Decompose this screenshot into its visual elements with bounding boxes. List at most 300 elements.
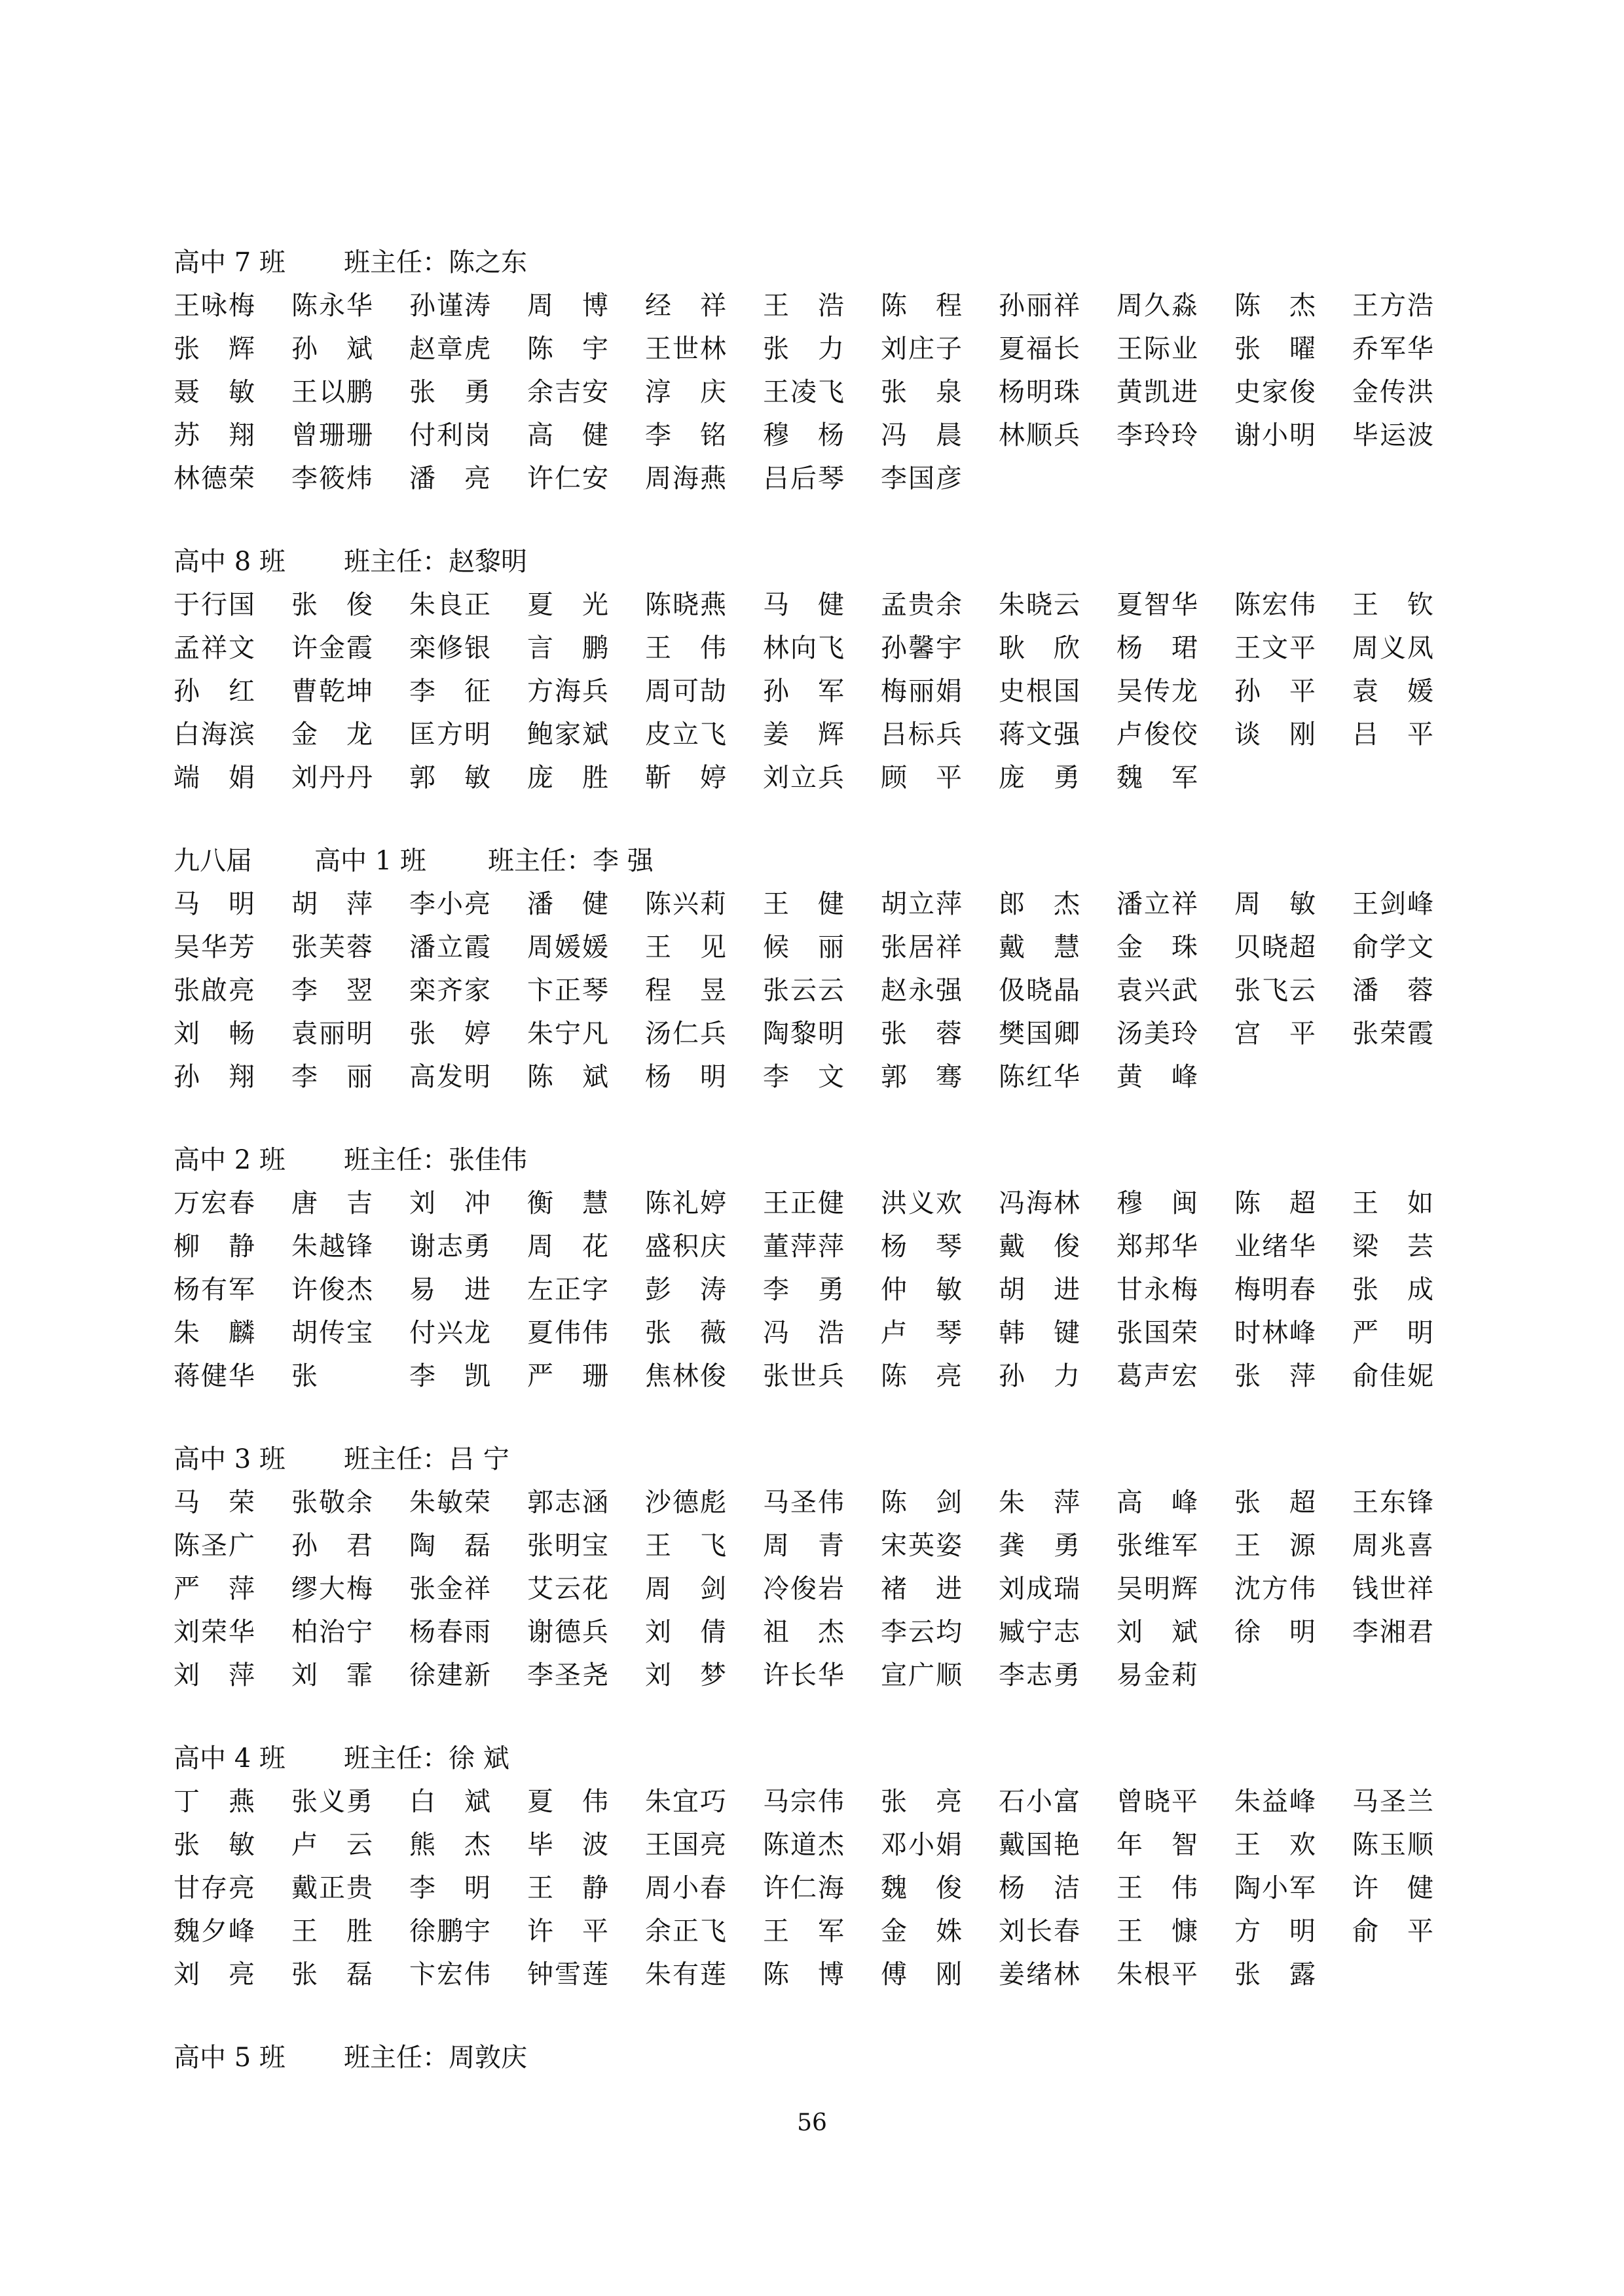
student-name: 褚 进: [881, 1574, 962, 1604]
student-name: 耿 欣: [999, 633, 1080, 663]
student-name: 卢俊佼: [1116, 720, 1198, 750]
class-heading: [174, 241, 1457, 284]
student-name: 张荣霞: [1352, 1019, 1433, 1049]
student-name: 黄 峰: [1116, 1062, 1198, 1092]
student-name-list: [174, 1780, 1457, 1996]
student-name: 王 军: [763, 1916, 844, 1946]
student-name: 俞佳妮: [1352, 1361, 1433, 1391]
student-name: 夏福长: [999, 334, 1080, 364]
student-name: 伋晓晶: [999, 975, 1080, 1006]
student-name: 甘存亮: [174, 1873, 255, 1903]
student-name: 朱宜巧: [645, 1787, 726, 1817]
student-name: 胡 进: [999, 1275, 1080, 1305]
student-name: 穆 杨: [763, 420, 844, 450]
student-name: 臧宁志: [999, 1617, 1080, 1647]
student-name: 李国彦: [881, 464, 962, 494]
student-name: 刘 斌: [1116, 1617, 1198, 1647]
student-name: 李湘君: [1352, 1617, 1433, 1647]
student-name: 刘 冲: [409, 1188, 490, 1218]
student-name: 周兆喜: [1352, 1531, 1433, 1561]
student-name: 周久淼: [1116, 291, 1198, 321]
student-name: 余吉安: [527, 377, 608, 407]
student-name: 王凌飞: [763, 377, 844, 407]
student-name: 熊 杰: [409, 1830, 490, 1860]
student-name: 魏夕峰: [174, 1916, 255, 1946]
student-name: 王文平: [1234, 633, 1316, 663]
student-name: 经 祥: [645, 291, 726, 321]
student-name: 毕运波: [1352, 420, 1433, 450]
heading-part: 高中 4 班: [174, 1743, 286, 1774]
student-name: 王东锋: [1352, 1487, 1433, 1518]
student-name: 端 娟: [174, 763, 255, 793]
class-section: [174, 241, 1457, 500]
student-name: 高发明: [409, 1062, 490, 1092]
student-name: 朱根平: [1116, 1959, 1198, 1990]
student-name: 袁丽明: [291, 1019, 373, 1049]
student-name: 张 力: [763, 334, 844, 364]
student-name: 李 勇: [763, 1275, 844, 1305]
student-name: 朱越锋: [291, 1231, 373, 1262]
student-name: 李玲玲: [1116, 420, 1198, 450]
student-name: 刘成瑞: [999, 1574, 1080, 1604]
student-name: 蒋健华: [174, 1361, 255, 1391]
student-name: 陶小军: [1234, 1873, 1316, 1903]
student-name: 王际业: [1116, 334, 1198, 364]
student-name: 汤仁兵: [645, 1019, 726, 1049]
heading-part: 班主任：徐 斌: [344, 1743, 509, 1774]
student-name: 言 鹏: [527, 633, 608, 663]
student-name: 林向飞: [763, 633, 844, 663]
student-name: 张 婷: [409, 1019, 490, 1049]
student-name: 匡方明: [409, 720, 490, 750]
student-name: 王 浩: [763, 291, 844, 321]
student-name: 张 勇: [409, 377, 490, 407]
student-name: 杨 琴: [881, 1231, 962, 1262]
student-name: 王以鹏: [291, 377, 373, 407]
student-name: 杨 洁: [999, 1873, 1080, 1903]
student-name: 王 慷: [1116, 1916, 1198, 1946]
student-name: 潘 蓉: [1352, 975, 1433, 1006]
student-name: 徐建新: [409, 1660, 490, 1690]
student-name: 陈 程: [881, 291, 962, 321]
student-name: 冯 晨: [881, 420, 962, 450]
student-name: 张 泉: [881, 377, 962, 407]
student-name: 刘长春: [999, 1916, 1080, 1946]
student-name: 冯 浩: [763, 1318, 844, 1348]
student-name: 俞 平: [1352, 1916, 1433, 1946]
class-heading: [174, 1139, 1457, 1182]
heading-part: 九八届: [174, 846, 252, 876]
student-name: 韩 键: [999, 1318, 1080, 1348]
student-name: 靳 婷: [645, 763, 726, 793]
student-name: 金传洪: [1352, 377, 1433, 407]
student-name: 张 超: [1234, 1487, 1316, 1518]
student-name: 马 健: [763, 590, 844, 620]
student-name: 张 萍: [1234, 1361, 1316, 1391]
student-name: 沙德彪: [645, 1487, 726, 1518]
student-name: 孙馨宇: [881, 633, 962, 663]
student-name: 黄凯进: [1116, 377, 1198, 407]
student-name: 白海滨: [174, 720, 255, 750]
student-name: 朱益峰: [1234, 1787, 1316, 1817]
student-name: 王 健: [763, 889, 844, 919]
student-name: 刘 霏: [291, 1660, 373, 1690]
student-name: 冷俊岩: [763, 1574, 844, 1604]
student-name: 许长华: [763, 1660, 844, 1690]
student-name: 陈 剑: [881, 1487, 962, 1518]
student-name: 皮立飞: [645, 720, 726, 750]
student-name: 李圣尧: [527, 1660, 608, 1690]
student-name: 王 见: [645, 932, 726, 962]
student-name: 陈 杰: [1234, 291, 1316, 321]
student-name: 周海燕: [645, 464, 726, 494]
student-name: 王 静: [527, 1873, 608, 1903]
student-name: 杨有军: [174, 1275, 255, 1305]
student-name: 金 龙: [291, 720, 373, 750]
student-name: 林顺兵: [999, 420, 1080, 450]
student-name: 王咏梅: [174, 291, 255, 321]
student-name: 周 剑: [645, 1574, 726, 1604]
student-name: 梁 芸: [1352, 1231, 1433, 1262]
heading-part: 高中 7 班: [174, 247, 286, 278]
student-name: 朱宁凡: [527, 1019, 608, 1049]
student-name: 胡传宝: [291, 1318, 373, 1348]
student-name: 王剑峰: [1352, 889, 1433, 919]
student-name: 陈永华: [291, 291, 373, 321]
class-heading: [174, 540, 1457, 583]
student-name: 董萍萍: [763, 1231, 844, 1262]
student-name: 许俊杰: [291, 1275, 373, 1305]
class-section: [174, 1737, 1457, 1996]
student-name: 谈 刚: [1234, 720, 1316, 750]
student-name: 张明宝: [527, 1531, 608, 1561]
student-name: 王正健: [763, 1188, 844, 1218]
student-name: 鲍家斌: [527, 720, 608, 750]
student-name: 白 斌: [409, 1787, 490, 1817]
student-name: 李 铭: [645, 420, 726, 450]
student-name: 陶黎明: [763, 1019, 844, 1049]
class-heading: [174, 2036, 1457, 2079]
student-name: 李云均: [881, 1617, 962, 1647]
student-name: 栾齐家: [409, 975, 490, 1006]
student-name: 付利岗: [409, 420, 490, 450]
student-name: 陈兴莉: [645, 889, 726, 919]
student-name: 聂 敏: [174, 377, 255, 407]
heading-part: 班主任：吕 宁: [344, 1444, 509, 1474]
student-name: 谢德兵: [527, 1617, 608, 1647]
student-name: 刘 亮: [174, 1959, 255, 1990]
student-name: 刘 畅: [174, 1019, 255, 1049]
student-name: 朱 麟: [174, 1318, 255, 1348]
student-name: 苏 翔: [174, 420, 255, 450]
student-name: 王 钦: [1352, 590, 1433, 620]
student-name: 张 辉: [174, 334, 255, 364]
student-name: 张 曜: [1234, 334, 1316, 364]
student-name: 焦林俊: [645, 1361, 726, 1391]
student-name: 林德荣: [174, 464, 255, 494]
student-name: 毕 波: [527, 1830, 608, 1860]
student-name: 周小春: [645, 1873, 726, 1903]
student-name: 王 源: [1234, 1531, 1316, 1561]
student-name: 刘庄子: [881, 334, 962, 364]
student-name: 左正字: [527, 1275, 608, 1305]
student-name: 刘 萍: [174, 1660, 255, 1690]
student-name: 宫 平: [1234, 1019, 1316, 1049]
student-name: 张 薇: [645, 1318, 726, 1348]
student-name: 夏伟伟: [527, 1318, 608, 1348]
student-name: 张芙蓉: [291, 932, 373, 962]
student-name: 吕后琴: [763, 464, 844, 494]
student-name: 陈红华: [999, 1062, 1080, 1092]
student-name: 袁兴武: [1116, 975, 1198, 1006]
student-name: 张 磊: [291, 1959, 373, 1990]
heading-part: 班主任：陈之东: [344, 247, 527, 278]
student-name: 王 欢: [1234, 1830, 1316, 1860]
class-section: [174, 1438, 1457, 1697]
student-name: 穆 闽: [1116, 1188, 1198, 1218]
student-name: 李志勇: [999, 1660, 1080, 1690]
student-name: 余正飞: [645, 1916, 726, 1946]
student-name: 朱敏荣: [409, 1487, 490, 1518]
heading-part: 班主任：李 强: [488, 846, 654, 876]
student-name: 高 峰: [1116, 1487, 1198, 1518]
student-name: 柳 静: [174, 1231, 255, 1262]
student-name: 戴 慧: [999, 932, 1080, 962]
student-name: 潘立霞: [409, 932, 490, 962]
student-name: 吕 平: [1352, 720, 1433, 750]
student-name: 王 伟: [1116, 1873, 1198, 1903]
student-name: 王世林: [645, 334, 726, 364]
student-name: 周 博: [527, 291, 608, 321]
student-name: 陈道杰: [763, 1830, 844, 1860]
student-name: 沈方伟: [1234, 1574, 1316, 1604]
student-name: 梅丽娟: [881, 676, 962, 706]
student-name: 史家俊: [1234, 377, 1316, 407]
student-name: 高 健: [527, 420, 608, 450]
student-name: 张义勇: [291, 1787, 373, 1817]
student-name: 陈晓燕: [645, 590, 726, 620]
student-name: 郑邦华: [1116, 1231, 1198, 1262]
student-name: 严 萍: [174, 1574, 255, 1604]
student-name: 仲 敏: [881, 1275, 962, 1305]
student-name: 马宗伟: [763, 1787, 844, 1817]
student-name: 刘 倩: [645, 1617, 726, 1647]
student-name: 付兴龙: [409, 1318, 490, 1348]
student-name: 马 明: [174, 889, 255, 919]
student-name: 周 花: [527, 1231, 608, 1262]
student-name: 顾 平: [881, 763, 962, 793]
student-name: 宋英姿: [881, 1531, 962, 1561]
student-name: 陈玉顺: [1352, 1830, 1433, 1860]
student-name: 周可劼: [645, 676, 726, 706]
student-name: 魏 俊: [881, 1873, 962, 1903]
student-name: 方海兵: [527, 676, 608, 706]
class-section: [174, 839, 1457, 1099]
student-name: 姜绪林: [999, 1959, 1080, 1990]
student-name: 栾修银: [409, 633, 490, 663]
student-name: 梅明春: [1234, 1275, 1316, 1305]
student-name: 石小富: [999, 1787, 1080, 1817]
student-name: 孙 斌: [291, 334, 373, 364]
class-heading: [174, 1438, 1457, 1481]
student-name: 许金霞: [291, 633, 373, 663]
heading-part: 高中 2 班: [174, 1145, 286, 1175]
student-name: 严 明: [1352, 1318, 1433, 1348]
student-name: 夏 伟: [527, 1787, 608, 1817]
student-name: 彭 涛: [645, 1275, 726, 1305]
student-name: 吴传龙: [1116, 676, 1198, 706]
student-name: 陈圣广: [174, 1531, 255, 1561]
student-name: 徐 明: [1234, 1617, 1316, 1647]
student-name: 孙 平: [1234, 676, 1316, 706]
student-name: 夏智华: [1116, 590, 1198, 620]
student-name: 傅 刚: [881, 1959, 962, 1990]
student-name: 俞学文: [1352, 932, 1433, 962]
student-name: 唐 吉: [291, 1188, 373, 1218]
student-name: 樊国卿: [999, 1019, 1080, 1049]
student-name: 贝晓超: [1234, 932, 1316, 962]
student-name: 陶 磊: [409, 1531, 490, 1561]
student-name: 万宏春: [174, 1188, 255, 1218]
student-name: 潘立祥: [1116, 889, 1198, 919]
student-name: 郭 敏: [409, 763, 490, 793]
student-name: 周义凤: [1352, 633, 1433, 663]
student-name: 郎 杰: [999, 889, 1080, 919]
student-name: 郭志涵: [527, 1487, 608, 1518]
student-name: 谢小明: [1234, 420, 1316, 450]
student-name: 陈 博: [763, 1959, 844, 1990]
class-heading: [174, 839, 1457, 883]
student-name: 陈 亮: [881, 1361, 962, 1391]
student-name: 周媛媛: [527, 932, 608, 962]
student-name: 孙 君: [291, 1531, 373, 1561]
student-name: 赵章虎: [409, 334, 490, 364]
student-name: 张 蓉: [881, 1019, 962, 1049]
class-heading: [174, 1737, 1457, 1780]
student-name: 杨 珺: [1116, 633, 1198, 663]
student-name: 张 露: [1234, 1959, 1316, 1990]
student-name: 庞 勇: [999, 763, 1080, 793]
student-name: 李 明: [409, 1873, 490, 1903]
student-name: 许仁安: [527, 464, 608, 494]
student-name: 钱世祥: [1352, 1574, 1433, 1604]
student-name: 刘 梦: [645, 1660, 726, 1690]
class-section: [174, 2036, 1457, 2079]
student-name: 周 敏: [1234, 889, 1316, 919]
student-name: 李小亮: [409, 889, 490, 919]
student-name: 许 健: [1352, 1873, 1433, 1903]
student-name: 张国荣: [1116, 1318, 1198, 1348]
student-name: 张 俊: [291, 590, 373, 620]
student-name: 葛声宏: [1116, 1361, 1198, 1391]
student-name: 汤美玲: [1116, 1019, 1198, 1049]
student-name-list: [174, 1182, 1457, 1398]
student-name: 卞正琴: [527, 975, 608, 1006]
student-name: 张 成: [1352, 1275, 1433, 1305]
student-name: 甘永梅: [1116, 1275, 1198, 1305]
student-name: 陈 宇: [527, 334, 608, 364]
student-name: 程 昱: [645, 975, 726, 1006]
student-name: 马 荣: [174, 1487, 255, 1518]
student-name: 易 进: [409, 1275, 490, 1305]
student-name: 杨明珠: [999, 377, 1080, 407]
student-name: 孙 翔: [174, 1062, 255, 1092]
student-name: 金 珠: [1116, 932, 1198, 962]
student-name: 李 翌: [291, 975, 373, 1006]
student-name: 孙谨涛: [409, 291, 490, 321]
student-name: 龚 勇: [999, 1531, 1080, 1561]
student-name: 陈 斌: [527, 1062, 608, 1092]
student-name: 王 胜: [291, 1916, 373, 1946]
student-name: 王 飞: [645, 1531, 726, 1561]
student-name: 蒋文强: [999, 720, 1080, 750]
heading-part: 班主任：周敦庆: [344, 2043, 527, 2073]
student-name: 郭 骞: [881, 1062, 962, 1092]
student-name: 朱晓云: [999, 590, 1080, 620]
student-name: 姜 辉: [763, 720, 844, 750]
student-name: 卢 云: [291, 1830, 373, 1860]
student-name: 王国亮: [645, 1830, 726, 1860]
student-name: 赵永强: [881, 975, 962, 1006]
student-name: 朱有莲: [645, 1959, 726, 1990]
student-name: 孙 力: [999, 1361, 1080, 1391]
heading-part: 高中 1 班: [314, 846, 426, 876]
student-name: 李 文: [763, 1062, 844, 1092]
student-name: 金 姝: [881, 1916, 962, 1946]
student-name: 柏治宁: [291, 1617, 373, 1647]
heading-part: 高中 8 班: [174, 547, 286, 577]
student-name: 王 如: [1352, 1188, 1433, 1218]
student-name: 丁 燕: [174, 1787, 255, 1817]
student-name: 张维军: [1116, 1531, 1198, 1561]
student-name: 时林峰: [1234, 1318, 1316, 1348]
student-name: 孙 红: [174, 676, 255, 706]
student-name: 戴正贵: [291, 1873, 373, 1903]
student-name: 朱良正: [409, 590, 490, 620]
student-name: 周 青: [763, 1531, 844, 1561]
student-name: 吴华芳: [174, 932, 255, 962]
heading-part: 班主任：赵黎明: [344, 547, 527, 577]
student-name: 吴明辉: [1116, 1574, 1198, 1604]
student-name: 曾晓平: [1116, 1787, 1198, 1817]
student-name: 钟雪莲: [527, 1959, 608, 1990]
student-name: 马圣伟: [763, 1487, 844, 1518]
student-name: 王方浩: [1352, 291, 1433, 321]
student-name: 徐鹏宇: [409, 1916, 490, 1946]
student-name: 邓小娟: [881, 1830, 962, 1860]
student-name: 张 敏: [174, 1830, 255, 1860]
student-name: 潘 亮: [409, 464, 490, 494]
student-name: 孙 军: [763, 676, 844, 706]
class-section: [174, 1139, 1457, 1398]
student-name: 业绪华: [1234, 1231, 1316, 1262]
class-section: [174, 540, 1457, 799]
student-name: 孙丽祥: [999, 291, 1080, 321]
student-name: 陈 超: [1234, 1188, 1316, 1218]
student-name: 魏 军: [1116, 763, 1198, 793]
student-name: 许仁海: [763, 1873, 844, 1903]
student-name: 张 亮: [881, 1787, 962, 1817]
student-name: 方 明: [1234, 1916, 1316, 1946]
student-name: 张金祥: [409, 1574, 490, 1604]
student-name: 曹乾坤: [291, 676, 373, 706]
student-name: 陈礼婷: [645, 1188, 726, 1218]
student-name: 潘 健: [527, 889, 608, 919]
student-name: 朱 萍: [999, 1487, 1080, 1518]
student-name: 淳 庆: [645, 377, 726, 407]
student-name: 张敬余: [291, 1487, 373, 1518]
student-name: 李 丽: [291, 1062, 373, 1092]
